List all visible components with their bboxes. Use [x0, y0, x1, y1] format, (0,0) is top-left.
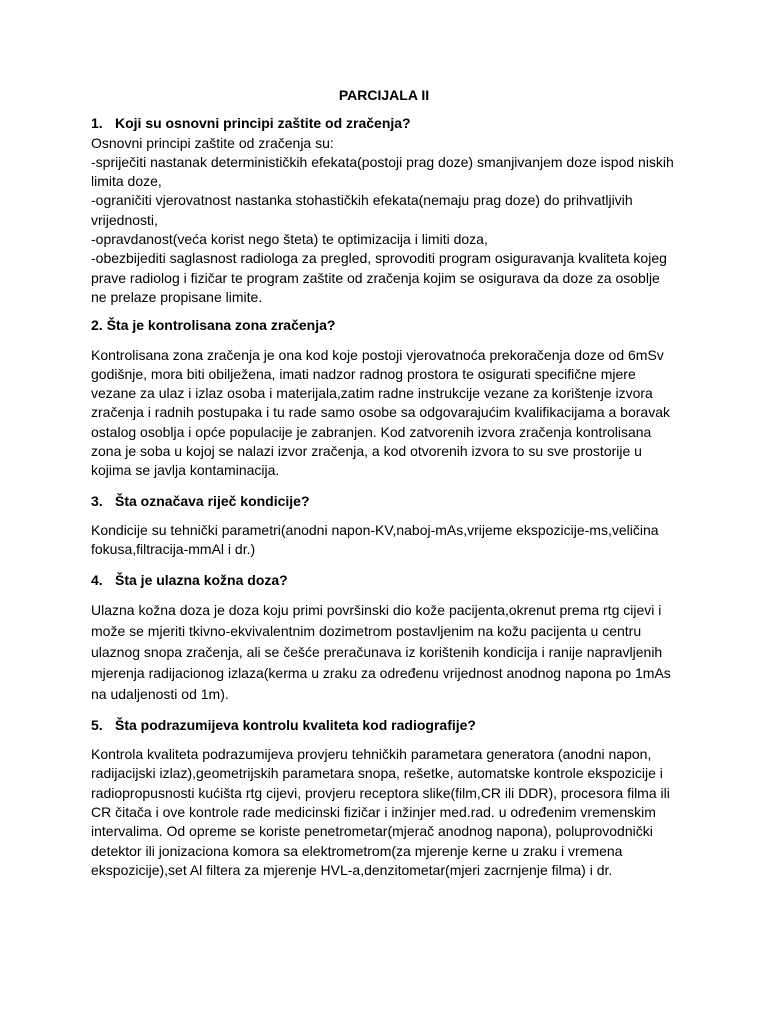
question-1-number: 1.: [91, 115, 103, 132]
answer-1-line: -obezbijediti saglasnost radiologa za pregled, sprovoditi program osiguravanja kvaliteta kojeg prave radiolog i fizičar te program zaštite od zračenja kojim se osigurava da doze za osoblje ne prelaze propisane limite.: [91, 250, 667, 305]
question-4-text: Šta je ulazna kožna doza?: [115, 571, 288, 588]
question-2: [91, 316, 677, 335]
question-1: [91, 114, 677, 133]
answer-2: Kontrolisana zona zračenja je ona kod koje postoji vjerovatnoća prekoračenja doze od 6mSv godišnje, mora biti obilježena, imati nadzor radnog prostora te osigurati specifične mjere vezane za ulaz i izlaz osoba i materijala,zatim radne instrukcije vezane za korištenje izvora zračenja i radnih postupaka i tu rade samo osobe sa odgovarajućim kvalifikacijama a boravak ostalog osoblja i opće populacije je zabranjen. Kod zatvorenih izvora zračenja kontrolisana zona je soba u kojoj se nalazi izvor zračenja, a kod otvorenih izvora to su sve prostorije u kojima se javlja kontaminacija.: [91, 346, 670, 479]
document-title: PARCIJALA II: [338, 87, 430, 103]
question-4: [91, 571, 677, 590]
question-3-number: 3.: [91, 492, 103, 509]
answer-1-line: -ograničiti vjerovatnost nastanka stohastičkih efekata(nemaju prag doze) do prihvatljivih vrijednosti,: [91, 192, 633, 228]
question-4-number: 4.: [91, 571, 103, 588]
question-5: [91, 716, 677, 735]
question-2-text: Šta je kontrolisana zona zračenja?: [106, 317, 336, 334]
answer-4: Ulazna kožna doza je doza koju primi površinski dio kože pacijenta,okrenut prema rtg cijevi i može se mjeriti tkivno-ekvivalentnim dozimetrom postavljenim na kožu pacijenta u centru ulaznog snopa zračenja, ali se češće preračunava iz korištenih kondicija i ranije napravljenih mjerenja radijacionog izlaza(kerma u zraku za određenu vrijednost anodnog napona po 1mAs na udaljenosti od 1m).: [91, 601, 671, 702]
question-5-number: 5.: [91, 716, 103, 733]
answer-3: Kondicije su tehnički parametri(anodni napon-KV,naboj-mAs,vrijeme ekspozicije-ms,veličina fokusa,filtracija-mmAl i dr.): [91, 521, 659, 558]
answer-1: [91, 134, 677, 308]
answer-1-line: -opravdanost(veća korist nego šteta) te optimizacija i limiti doza,: [91, 231, 488, 248]
answer-5: Kontrola kvaliteta podrazumijeva provjeru tehničkih parametara generatora (anodni napon, radijacijski izlaz),geometrijskih parametara snopa, rešetke, automatske kontrole ekspozicije i radiopropusnosti kućišta rtg cijevi, provjeru receptora slike(film,CR ili DDR), procesora filma ili CR čitača i ove kontrole rade medicinski fizičar i inžinjer med.rad. u određenim vremenskim intervalima. Od opreme se koriste penetrometar(mjerač anodnog napona), poluprovodnički detektor ili jonizaciona komora sa elektrometrom(za mjerenje kerne u zraku i vremena ekspozicije),set Al filtera za mjerenje HVL-a,denzitometar(mjeri zacrnjenje filma) i dr.: [91, 746, 670, 878]
question-3: [91, 492, 677, 511]
document-page: [91, 86, 677, 880]
question-1-text: Koji su osnovni principi zaštite od zračenja?: [115, 115, 411, 132]
answer-1-line: -spriječiti nastanak determinističkih efekata(postoji prag doze) smanjivanjem doze ispod niskih limita doze,: [91, 153, 674, 190]
answer-1-line: Osnovni principi zaštite od zračenja su:: [91, 134, 334, 151]
question-3-text: Šta označava riječ kondicije?: [115, 492, 310, 509]
question-2-number: 2.: [91, 317, 103, 334]
question-5-text: Šta podrazumijeva kontrolu kvaliteta kod radiografije?: [115, 716, 476, 733]
